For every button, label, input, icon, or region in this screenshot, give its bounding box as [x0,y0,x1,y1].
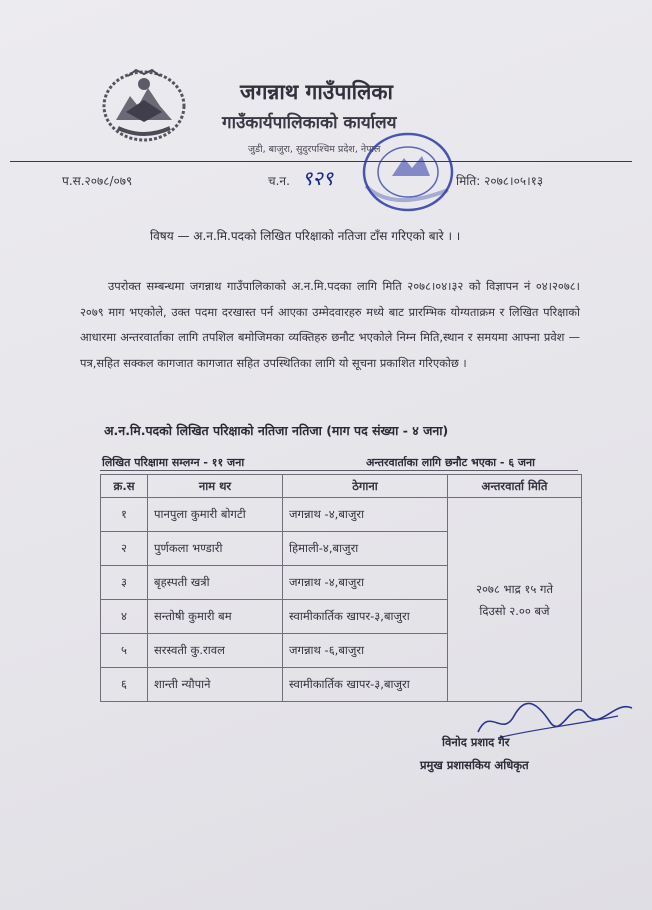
row-serial: ६ [101,668,148,702]
shortlisted-count: अन्तरवार्ताका लागि छनौट भएका - ६ जना [366,456,535,469]
count-underline [100,470,578,471]
row-address: जगन्नाथ -४,बाजुरा [283,566,448,600]
row-name: पानपुला कुमारी बोगटी [148,498,283,532]
signatory-role: प्रमुख प्रशासकिय अधिकृत [420,758,529,772]
row-address: जगन्नाथ -६,बाजुरा [283,634,448,668]
col-name: नाम थर [148,475,283,498]
row-address: जगन्नाथ -४,बाजुरा [283,498,448,532]
row-name: पुर्णकला भण्डारी [148,532,283,566]
row-serial: १ [101,498,148,532]
notice-body: उपरोक्त सम्बन्धमा जगन्नाथ गाउँपालिकाको अ.न.मि.पदका लागि मिति २०७८।०४।३२ को विज्ञापन नं ०४।२०७८।२०७९ माग भएकोले, उक्त पदमा दरखास्त पर्न आएका उम्मेदवारहरु मध्ये बाट प्रारम्भिक योग्यताक्रम र लिखित परिक्षाको आधारमा अन्तरवार्ताका लागि तपशिल बमोजिमका व्यक्तिहरु छनौट भएकोले निम्न मिति,स्थान र समयमा आफ्ना प्रवेश —पत्र,सहित सक्कल कागजात कागजात सहित उपस्थितिका लागि यो सूचना प्रकाशित गरिएकोछ । [80,279,580,370]
office-seal [352,126,458,222]
signatory-name: विनोद प्रशाद गैर [442,735,510,749]
org-subtitle: गाउँकार्यपालिकाको कार्यालय [222,113,397,133]
dispatch-label: च.न. [268,174,290,188]
row-address: स्वामीकार्तिक खापर-३,बाजुरा [283,600,448,634]
row-serial: ३ [101,566,148,600]
row-name: शान्ती न्यौपाने [148,668,283,702]
row-name: बृहस्पती खत्री [148,566,283,600]
results-title: अ.न.मि.पदको लिखित परिक्षाको नतिजा नतिजा (माग पद संख्या - ४ जना) [104,423,449,438]
reference-number: प.स.२०७८/०७९ [62,174,133,188]
org-address: जुडी, बाजुरा, सुदुरपश्चिम प्रदेश, नेपाल [248,144,381,155]
col-serial: क्र.स [101,475,148,498]
col-interview-date: अन्तरवार्ता मिति [448,475,582,498]
row-serial: २ [101,532,148,566]
letterhead-divider [10,161,632,162]
row-name: सन्तोषी कुमारी बम [148,600,283,634]
org-title: जगन्नाथ गाउँपालिका [240,80,393,104]
row-address: स्वामीकार्तिक खापर-३,बाजुरा [283,668,448,702]
col-address: ठेगाना [283,475,448,498]
results-table [100,474,582,702]
interview-schedule [448,498,582,702]
nepal-emblem-icon [98,62,190,144]
row-serial: ४ [101,600,148,634]
interview-date: २०७८ भाद्र १५ गते [475,581,554,596]
row-name: सरस्वती कु.रावल [148,634,283,668]
table-row [101,498,582,532]
table-header-row [101,475,582,498]
interview-time: दिउसो २.०० बजे [479,603,550,618]
subject-line: विषय — अ.न.मि.पदको लिखित परिक्षाको नतिजा टाँस गरिएको बारे । । [150,229,461,243]
row-serial: ५ [101,634,148,668]
participants-count: लिखित परिक्षामा सम्लग्न - ११ जना [102,456,245,469]
letter-date: मिति: २०७८।०५।१३ [456,174,544,188]
row-address: हिमाली-४,बाजुरा [283,532,448,566]
dispatch-number: ९२९ [302,166,334,190]
